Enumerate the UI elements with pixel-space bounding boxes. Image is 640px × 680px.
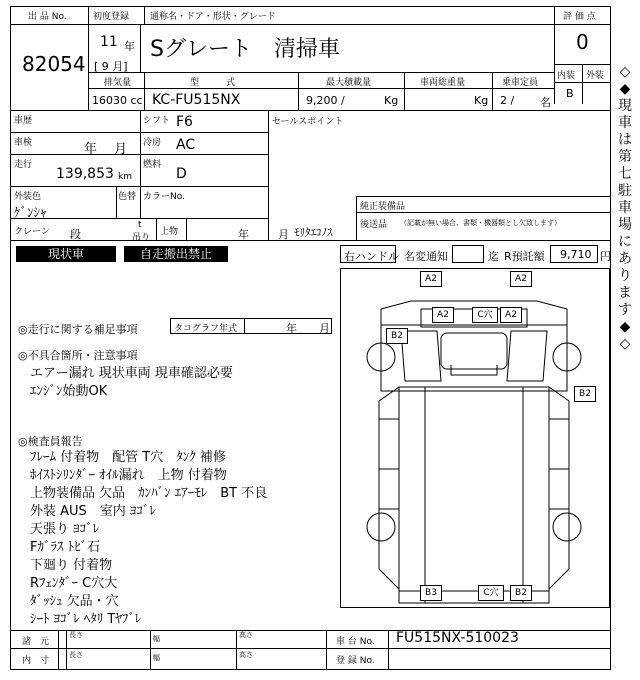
inspector-line: Fｶﾞﾗｽ ﾄﾋﾞ石 (30, 540, 101, 555)
crane-ton-unit: t (138, 220, 142, 230)
attachments-note: （記載が無い場合、書類・機器類とし欠致します） (400, 219, 561, 227)
displacement-label: 排気量 (104, 78, 132, 88)
tag-cab-right: A2 (500, 307, 522, 323)
upper-maker: ﾓﾘﾀｴｺﾉｽ (294, 226, 333, 239)
crane-label: クレーン (14, 227, 50, 237)
chassis-value: FU515NX-510023 (396, 630, 519, 646)
recycle-unit: 円 (600, 250, 611, 263)
mileage-value: 139,853 (56, 166, 114, 182)
model-name: Sグレート 清掃車 (150, 37, 340, 62)
max-load-unit: Kg (384, 94, 399, 107)
tag-bottom-left: B3 (420, 585, 442, 601)
shift-label: シフト (143, 116, 171, 126)
mileage-label: 走行 (14, 160, 33, 170)
lot-label: 出 品 No. (28, 12, 67, 22)
inspector-line: ｼｰﾄ ﾖｺﾞﾚ ﾍﾀﾘ Tﾔﾌﾞﾚ (30, 612, 142, 627)
self-drive-badge: 自走搬出禁止 (124, 246, 228, 262)
tag-side-left: B2 (386, 328, 408, 344)
name-label: 通称名・ドア・形状・グレード (150, 12, 276, 22)
history-label: 車歴 (14, 116, 33, 126)
attachments-label: 後送品 (360, 220, 388, 230)
aircon-label: 冷房 (143, 138, 162, 148)
width-label: 幅 (153, 635, 160, 643)
tag-top-right: A2 (510, 271, 532, 287)
upper-year: 年 (238, 228, 249, 241)
recycle-value: 9,710 (560, 248, 592, 261)
inner-width-label: 幅 (153, 654, 160, 662)
lot-number: 82054 (22, 52, 86, 76)
height-label: 高さ (239, 631, 253, 639)
defect-title: ◎不具合箇所・注意事項 (18, 349, 138, 362)
first-reg-label: 初度登録 (93, 12, 130, 22)
inner-length-label: 長さ (69, 651, 83, 659)
chassis-label: 車 台 No. (336, 637, 375, 647)
reg-year-unit: 年 (124, 40, 135, 53)
inspector-line: ﾀﾞｯｼｭ 欠品・穴 (30, 594, 119, 609)
exterior-label: 外装 (586, 71, 605, 81)
capacity-value: 2 / (500, 94, 515, 107)
max-load-label: 最大積載量 (326, 78, 372, 88)
inspector-title: ◎検査員報告 (18, 435, 83, 448)
tag-bottom-mid: C穴 (478, 585, 504, 601)
interior-grade: B (566, 87, 574, 100)
tag-cab-left: A2 (432, 307, 454, 323)
model-value: KC-FU515NX (152, 92, 241, 108)
capacity-label: 乗車定員 (502, 78, 539, 88)
defect-line-1: エアー漏れ 現状車両 現車確認必要 (30, 366, 233, 381)
color-code-label: カラーNo. (143, 192, 185, 202)
genuine-equipment-label: 純正装備品 (360, 202, 406, 212)
crane-stage: 段 (70, 228, 81, 241)
travel-notes-title: ◎走行に関する補足事項 (18, 323, 138, 336)
grade-label: 評 価 点 (563, 12, 596, 22)
tag-bottom-right: B2 (510, 585, 532, 601)
length-label: 長さ (69, 631, 83, 639)
reg-month: [ 9 月] (94, 60, 128, 73)
defect-line-2: ｴﾝｼﾞﾝ始動OK (30, 384, 108, 399)
deadline-label: 迄 (488, 250, 499, 263)
interior-label: 内装 (557, 71, 576, 81)
gvw-unit: Kg (474, 94, 489, 107)
name-change-label: 名変通知 (404, 250, 448, 263)
max-load-value: 9,200 / (306, 94, 345, 107)
tag-top-left: A2 (420, 271, 442, 287)
registration-label: 登 録 No. (336, 656, 375, 666)
gvw-label: 車両総重量 (420, 78, 466, 88)
upper-label: 上物 (160, 227, 179, 237)
fuel-label: 燃料 (143, 160, 162, 170)
mileage-unit: km (118, 172, 132, 182)
model-label: 型 式 (190, 78, 236, 88)
displacement-value: 16030 cc (92, 94, 143, 107)
aircon-value: AC (176, 137, 196, 153)
reg-year: 11 (100, 34, 118, 50)
recycle-label: R預託額 (504, 250, 545, 263)
inspector-line: 天張り ﾖｺﾞﾚ (30, 522, 100, 537)
color-change-label: 色替 (118, 192, 137, 202)
tag-side-right: B2 (574, 386, 596, 402)
inspector-line: 外装 AUS 室内 ﾖｺﾞﾚ (30, 504, 156, 519)
inspector-line: ﾎｲｽﾄｼﾘﾝﾀﾞｰ ｵｲﾙ漏れ 上物 付着物 (30, 468, 227, 483)
inspection-label: 車検 (14, 138, 33, 148)
dims-label: 諸 元 (22, 637, 50, 647)
upper-month: 月 (278, 228, 289, 241)
sales-point-label: セールスポイント (272, 117, 344, 127)
tacho-value: 年 月 (286, 322, 330, 335)
inspection-value: 年 月 (84, 142, 128, 157)
crane-hook: 吊り (132, 233, 151, 243)
inspector-line: 上物装備品 欠品 ｶﾝﾊﾞﾝ ｴｱｰﾓﾚ BT 不良 (30, 486, 268, 501)
color-label: 外装色 (14, 192, 42, 202)
inspector-line: 下廻り 付着物 (30, 558, 113, 573)
steering-hand: 右ハンドル (344, 250, 399, 263)
color-value: ｹﾞﾝｼｬ (14, 206, 47, 221)
grade-value: 0 (576, 30, 589, 54)
parking-notice: ◇◆ 現車は第七駐車場にあります ◆◇ (618, 64, 632, 352)
inner-dims-label: 内 寸 (22, 656, 50, 666)
tag-cab-mid: C穴 (472, 307, 498, 323)
inner-height-label: 高さ (239, 651, 253, 659)
fuel-value: D (176, 166, 187, 182)
tacho-label: タコグラフ年式 (174, 324, 238, 334)
status-badge: 現状車 (16, 246, 116, 262)
shift-value: F6 (176, 114, 193, 130)
capacity-unit: 名 (540, 96, 551, 109)
inspector-line: ﾌﾚｰﾑ 付着物 配管 T穴 ﾀﾝｸ 補修 (30, 450, 226, 465)
inspector-line: Rﾌｪﾝﾀﾞｰ C穴大 (30, 576, 118, 591)
